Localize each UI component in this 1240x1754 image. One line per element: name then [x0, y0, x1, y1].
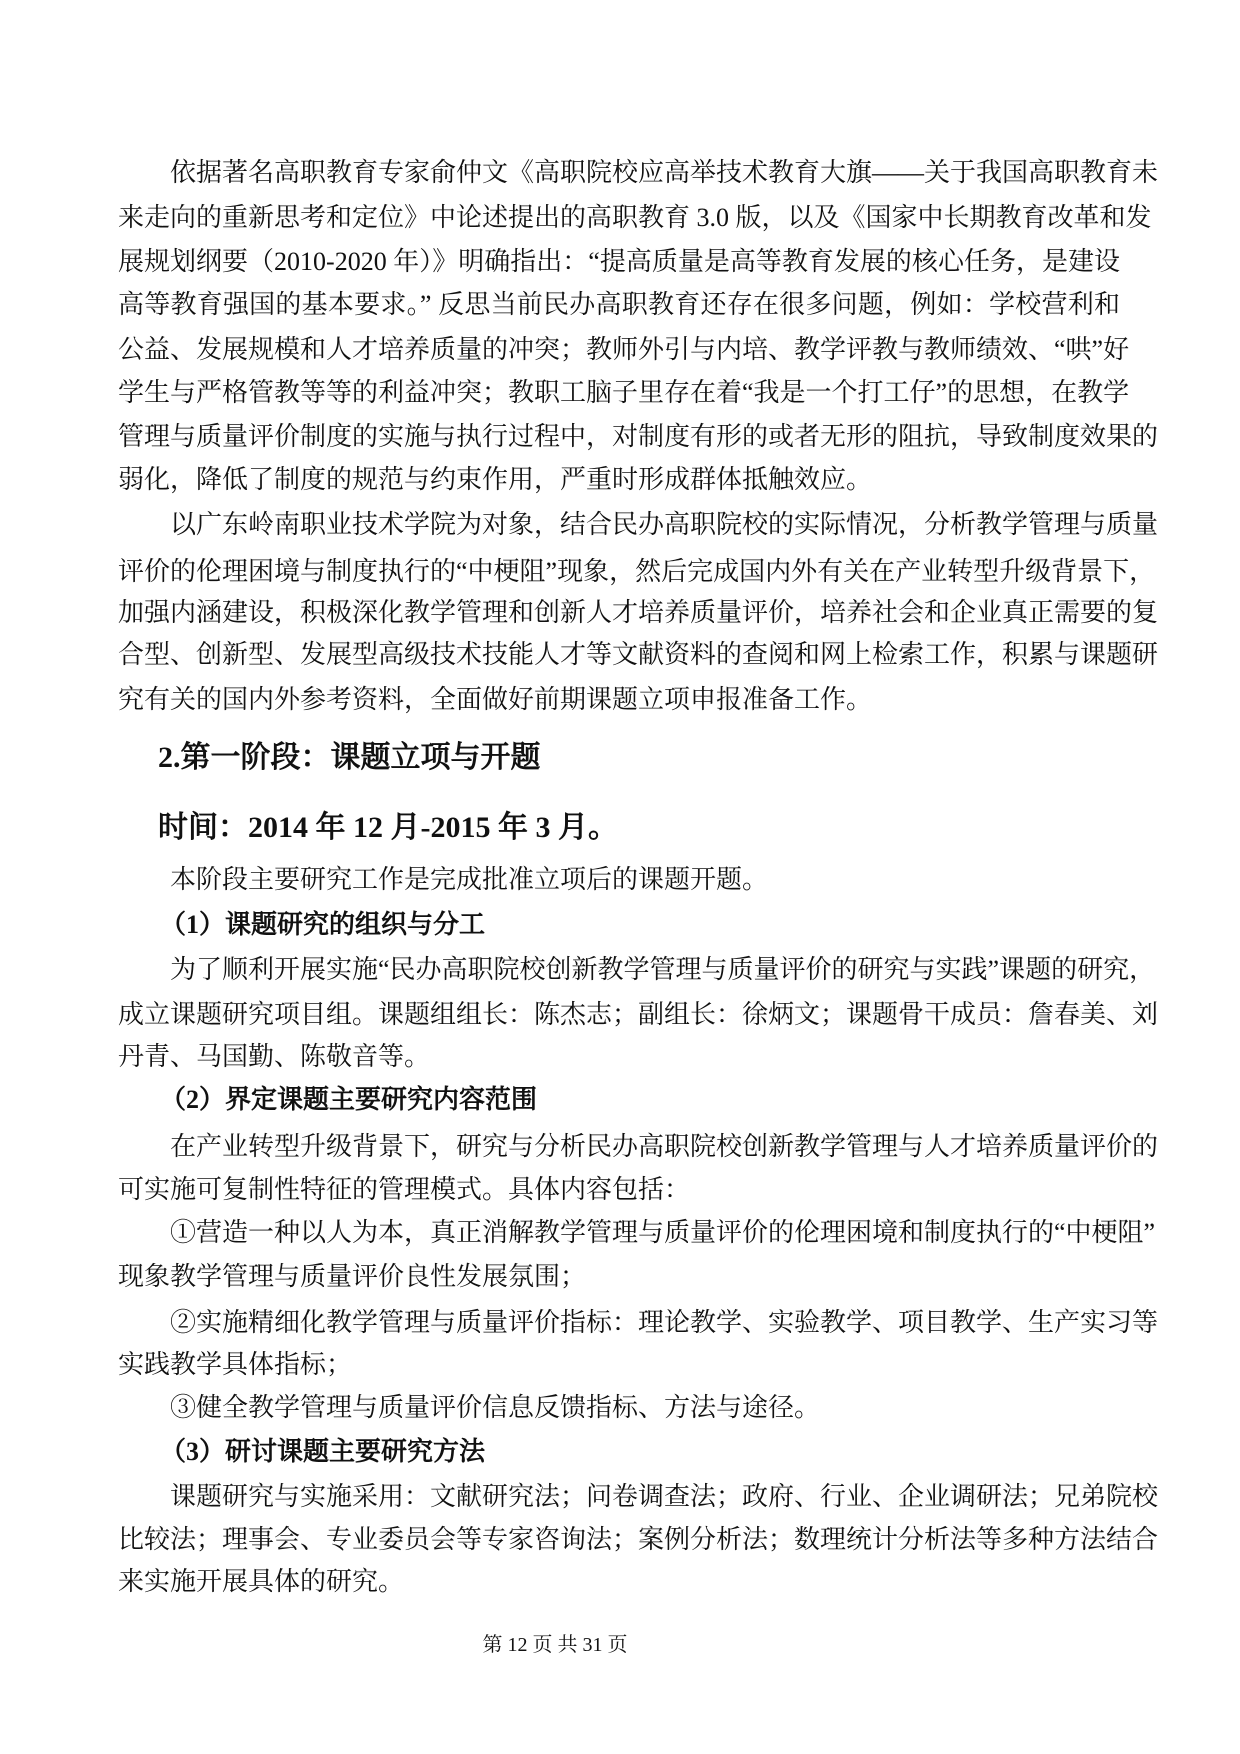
text-line: 来实施开展具体的研究。 — [118, 1567, 405, 1596]
list-item: ③健全教学管理与质量评价信息反馈指标、方法与途径。 — [170, 1393, 821, 1422]
text-line: 在产业转型升级背景下，研究与分析民办高职院校创新教学管理与人才培养质量评价的 — [170, 1132, 1159, 1161]
text-line: 评价的伦理困境与制度执行的“中梗阻”现象，然后完成国内外有关在产业转型升级背景下， — [118, 557, 1156, 586]
text-line: 课题研究与实施采用：文献研究法；问卷调查法；政府、行业、企业调研法；兄弟院校 — [170, 1482, 1159, 1511]
list-item: ①营造一种以人为本，真正消解教学管理与质量评价的伦理困境和制度执行的“中梗阻” — [170, 1218, 1156, 1247]
text-line: 来走向的重新思考和定位》中论述提出的高职教育 3.0 版，以及《国家中长期教育改革和发 — [118, 203, 1152, 232]
text-line: 丹青、马国勤、陈敬音等。 — [118, 1042, 431, 1071]
text-line: 弱化，降低了制度的规范与约束作用，严重时形成群体抵触效应。 — [118, 465, 873, 494]
text-line: 以广东岭南职业技术学院为对象，结合民办高职院校的实际情况，分析教学管理与质量 — [170, 510, 1159, 539]
text-line: 合型、创新型、发展型高级技术技能人才等文献资料的查阅和网上检索工作，积累与课题研 — [118, 640, 1159, 669]
text-line: 展规划纲要（2010-2020 年）》明确指出：“提高质量是高等教育发展的核心任务，是建设 — [118, 247, 1120, 276]
text-line: 加强内涵建设，积极深化教学管理和创新人才培养质量评价，培养社会和企业真正需要的复 — [118, 598, 1159, 627]
text-line: 依据著名高职教育专家俞仲文《高职院校应高举技术教育大旗——关于我国高职教育未 — [170, 158, 1159, 187]
text-line: 高等教育强国的基本要求。” 反思当前民办高职教育还存在很多问题，例如：学校营利和 — [118, 290, 1120, 319]
text-line: 公益、发展规模和人才培养质量的冲突；教师外引与内培、教学评教与教师绩效、“哄”好 — [118, 335, 1130, 364]
list-item: 现象教学管理与质量评价良性发展氛围； — [118, 1262, 587, 1291]
subsection-title-3: （3）研讨课题主要研究方法 — [160, 1437, 486, 1466]
time-heading: 时间：2014 年 12 月-2015 年 3 月。 — [158, 811, 618, 844]
section-heading: 2.第一阶段：课题立项与开题 — [158, 741, 541, 774]
text-line: 究有关的国内外参考资料，全面做好前期课题立项申报准备工作。 — [118, 685, 873, 714]
intro-text: 本阶段主要研究工作是完成批准立项后的课题开题。 — [170, 865, 769, 894]
text-line: 学生与严格管教等等的利益冲突；教职工脑子里存在着“我是一个打工仔”的思想，在教学 — [118, 378, 1130, 407]
text-line: 可实施可复制性特征的管理模式。具体内容包括： — [118, 1175, 691, 1204]
list-item: ②实施精细化教学管理与质量评价指标：理论教学、实验教学、项目教学、生产实习等 — [170, 1308, 1159, 1337]
list-item: 实践教学具体指标； — [118, 1350, 353, 1379]
text-line: 成立课题研究项目组。课题组组长：陈杰志；副组长：徐炳文；课题骨干成员：詹春美、刘 — [118, 1000, 1159, 1029]
subsection-title-2: （2）界定课题主要研究内容范围 — [160, 1085, 538, 1114]
text-line: 比较法；理事会、专业委员会等专家咨询法；案例分析法；数理统计分析法等多种方法结合 — [118, 1525, 1159, 1554]
subsection-title-1: （1）课题研究的组织与分工 — [160, 910, 486, 939]
page-number: 第 12 页 共 31 页 — [482, 1634, 628, 1656]
text-line: 为了顺利开展实施“民办高职院校创新教学管理与质量评价的研究与实践”课题的研究， — [170, 955, 1156, 984]
text-line: 管理与质量评价制度的实施与执行过程中，对制度有形的或者无形的阻抗，导致制度效果的 — [118, 422, 1159, 451]
